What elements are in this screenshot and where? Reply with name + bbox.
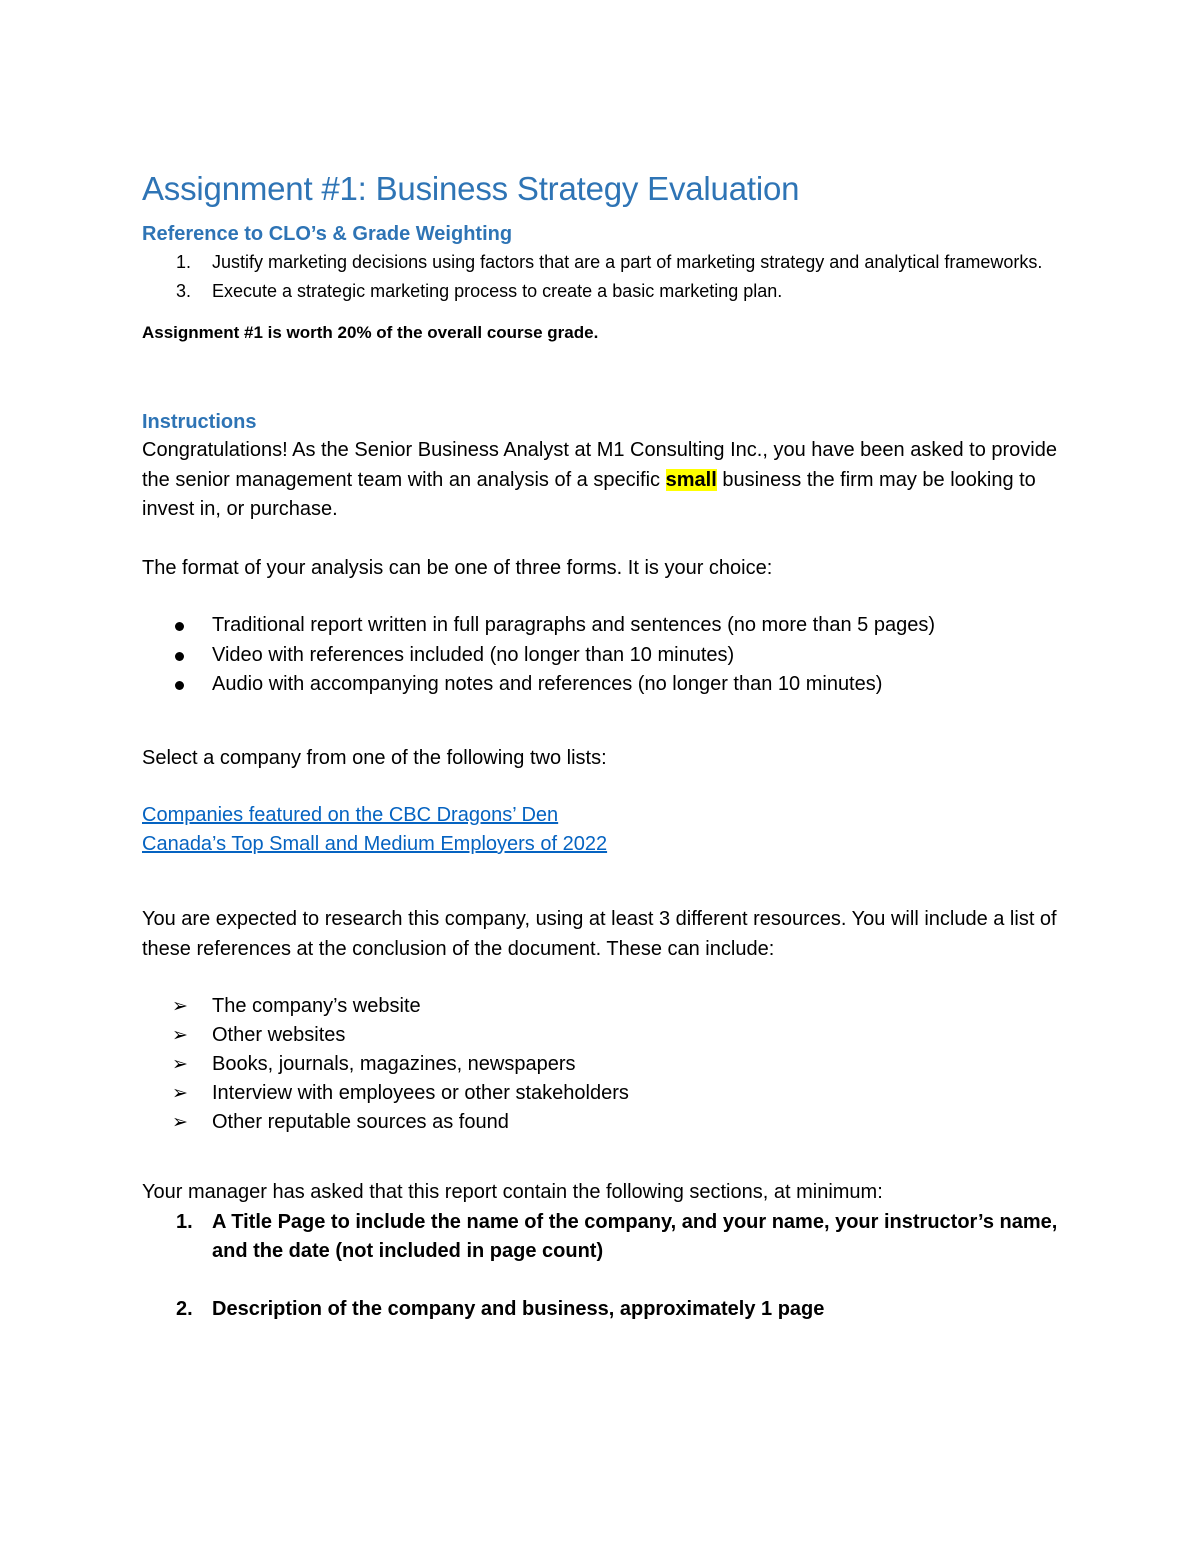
arrow-bullet-icon: ➢ bbox=[172, 1112, 188, 1133]
resource-item bbox=[142, 1021, 1072, 1050]
clo-subtitle: Reference to CLO’s & Grade Weighting bbox=[142, 223, 513, 245]
arrow-bullet-icon: ➢ bbox=[172, 1054, 188, 1075]
clo-text: Execute a strategic marketing process to create a basic marketing plan. bbox=[212, 281, 783, 301]
bullet-icon bbox=[175, 681, 184, 690]
resource-text: Interview with employees or other stakeholders bbox=[212, 1082, 629, 1104]
resource-text: Other reputable sources as found bbox=[212, 1111, 509, 1133]
required-sections-list bbox=[142, 1208, 1072, 1324]
format-option-text: Audio with accompanying notes and references (no longer than 10 minutes) bbox=[212, 673, 883, 695]
intro-before: Congratulations! As the Senior Business Analyst at M1 Consulting Inc., you have been asked to provide the senior management team with an analysis of a specific bbox=[142, 439, 1057, 491]
clo-number: 1. bbox=[176, 252, 192, 272]
clo-number: 3. bbox=[176, 281, 192, 301]
highlighted-word: small bbox=[665, 468, 717, 491]
section-number: 2. bbox=[176, 1297, 193, 1320]
title-prefix: Assignment #1: bbox=[142, 170, 376, 207]
top-employers-link[interactable]: Canada’s Top Small and Medium Employers of 2022 bbox=[142, 833, 608, 855]
document-title bbox=[142, 168, 1072, 210]
arrow-bullet-icon: ➢ bbox=[172, 996, 188, 1017]
select-paragraph: Select a company from one of the following two lists: bbox=[142, 746, 607, 769]
resource-item bbox=[142, 1108, 1072, 1137]
arrow-bullet-icon: ➢ bbox=[172, 1025, 188, 1046]
section-item bbox=[142, 1295, 1072, 1324]
resources-list bbox=[142, 992, 1072, 1137]
clo-list bbox=[142, 248, 1072, 306]
resource-text: Books, journals, magazines, newspapers bbox=[212, 1053, 576, 1075]
resource-item bbox=[142, 992, 1072, 1021]
resource-text: The company’s website bbox=[212, 995, 421, 1017]
resource-item bbox=[142, 1050, 1072, 1079]
dragons-den-link[interactable]: Companies featured on the CBC Dragons’ Den bbox=[142, 804, 559, 826]
arrow-bullet-icon: ➢ bbox=[172, 1083, 188, 1104]
document-page bbox=[142, 168, 1072, 1324]
intro-paragraph bbox=[142, 436, 1072, 525]
format-option-text: Traditional report written in full paragraphs and sentences (no more than 5 pages) bbox=[212, 614, 935, 636]
grade-weight-note: Assignment #1 is worth 20% of the overall course grade. bbox=[142, 323, 599, 342]
section-number: 1. bbox=[176, 1210, 193, 1233]
research-paragraph: You are expected to research this company, using at least 3 different resources. You will include a list of these references at the conclusion of the document. These can include: bbox=[142, 908, 1057, 960]
resource-text: Other websites bbox=[212, 1024, 346, 1046]
format-option bbox=[142, 611, 1072, 641]
instructions-heading: Instructions bbox=[142, 411, 257, 433]
clo-item bbox=[142, 248, 1072, 277]
sections-intro: Your manager has asked that this report contain the following sections, at minimum: bbox=[142, 1181, 883, 1203]
company-links bbox=[142, 801, 1072, 859]
section-item bbox=[142, 1208, 1072, 1266]
bullet-icon bbox=[175, 622, 184, 631]
intro-after: business the firm may be looking to invest in, or purchase. bbox=[142, 468, 1036, 520]
title-main: Business Strategy Evaluation bbox=[375, 170, 800, 207]
format-option-text: Video with references included (no longer than 10 minutes) bbox=[212, 643, 735, 666]
format-options-list bbox=[142, 611, 1072, 700]
clo-item bbox=[142, 277, 1072, 306]
format-option bbox=[142, 641, 1072, 671]
bullet-icon bbox=[175, 652, 184, 661]
format-option bbox=[142, 670, 1072, 700]
clo-text: Justify marketing decisions using factors that are a part of marketing strategy and analytical frameworks. bbox=[212, 252, 1043, 272]
format-paragraph: The format of your analysis can be one of three forms. It is your choice: bbox=[142, 556, 773, 579]
section-text: Description of the company and business, approximately 1 page bbox=[212, 1297, 825, 1320]
resource-item bbox=[142, 1079, 1072, 1108]
section-text: A Title Page to include the name of the company, and your name, your instructor’s name, and the date (not included in page count) bbox=[212, 1210, 1058, 1262]
